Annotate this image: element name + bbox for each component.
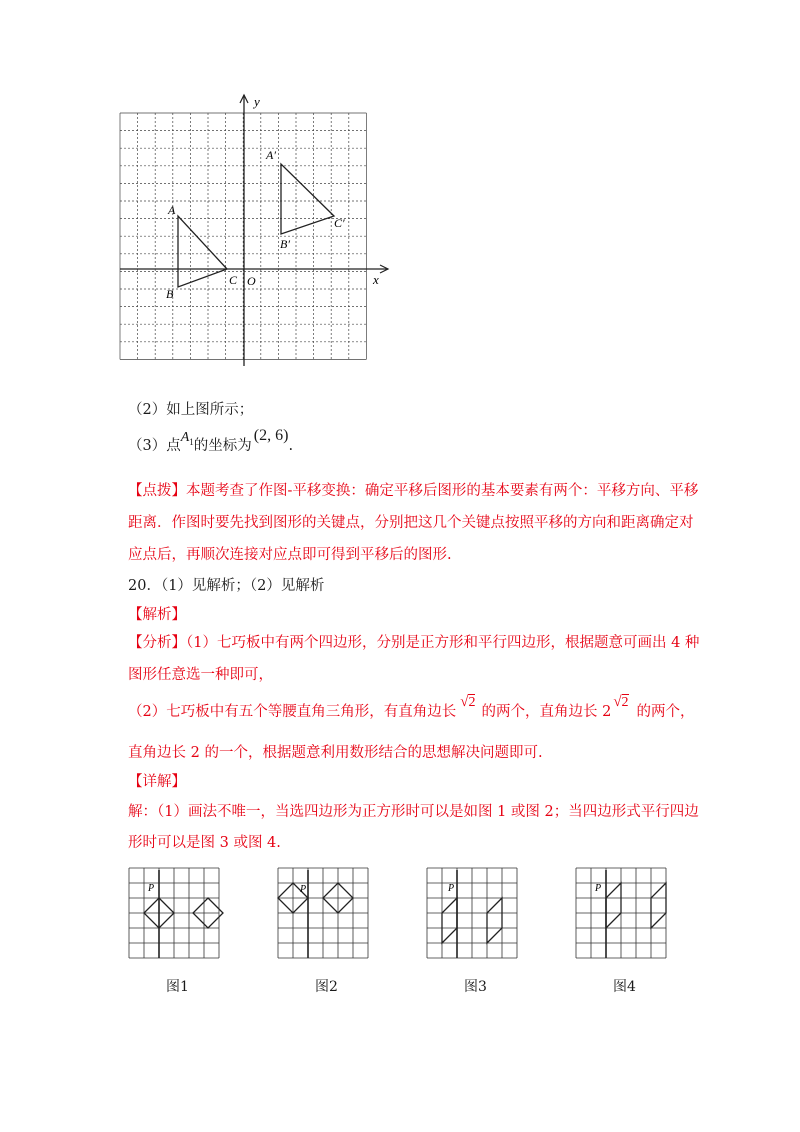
figure-3-point-p: P <box>448 883 455 894</box>
label-a: A <box>168 203 176 217</box>
figure-4-parallelogram-left <box>606 883 621 928</box>
fenxi-line-2: 图形任意选一种即可， <box>128 667 273 683</box>
caption-figure-3: 图3 <box>464 979 487 995</box>
figure-2-grid <box>278 868 368 958</box>
jiexi-tag: 【解析】 <box>128 607 186 623</box>
point-a1-subscript: 1 <box>189 437 194 447</box>
caption-figure-2: 图2 <box>315 979 338 995</box>
figure-2 <box>273 864 377 964</box>
origin-label: O <box>247 274 256 288</box>
grid-lines <box>120 113 366 359</box>
answer-3 <box>128 427 294 456</box>
fenxi-line-3-b: 的两个，直角边长 2 <box>481 704 612 720</box>
answer-3-end: . <box>288 438 294 454</box>
answer-2: （2）如上图所示； <box>128 402 254 418</box>
triangle-a1b1c1 <box>281 164 334 234</box>
y-axis-label: y <box>254 94 260 109</box>
coordinate-value: (2, 6) <box>253 427 289 444</box>
point-a1-name: A <box>180 430 190 445</box>
fenxi-line-3 <box>128 694 695 722</box>
figure-3-parallelogram-right <box>487 898 502 943</box>
solution-line-1: 解：（1）画法不唯一，当选四边形为正方形时可以是如图 1 或图 2；当四边形式平行四边 <box>128 804 699 820</box>
figure-3 <box>422 864 526 964</box>
caption-figure-4: 图4 <box>613 979 636 995</box>
figure-1 <box>124 864 228 964</box>
question-20: 20．（1）见解析；（2）见解析 <box>128 578 325 594</box>
figure-1-point-p: P <box>148 883 155 894</box>
fenxi-line-3-a: （2）七巧板中有五个等腰直角三角形，有直角边长 <box>128 704 457 720</box>
fenxi-line-4: 直角边长 2 的一个，根据题意利用数形结合的思想解决问题即可. <box>128 745 543 761</box>
dianbo-line-2: 距离．作图时要先找到图形的关键点，分别把这几个关键点按照平移的方向和距离确定对 <box>128 515 694 531</box>
label-a-prime: A′ <box>266 148 276 162</box>
figure-3-grid <box>427 868 517 958</box>
label-c: C <box>229 273 238 287</box>
dianbo-line-3: 应点后，再顺次连接对应点即可得到平移后的图形. <box>128 547 452 563</box>
solution-line-2: 形时可以是图 3 或图 4. <box>128 835 281 851</box>
label-c-prime: C′ <box>334 216 345 230</box>
figure-4 <box>571 864 675 964</box>
label-b: B <box>166 287 174 301</box>
dianbo-line-1: 【点拨】本题考查了作图-平移变换：确定平移后图形的基本要素有两个：平移方向、平移 <box>128 483 699 499</box>
fenxi-line-3-c: 的两个， <box>636 704 695 720</box>
triangle-abc <box>178 216 227 287</box>
coordinate-grid-figure <box>110 90 400 370</box>
sqrt-2-first: √2 <box>460 694 476 710</box>
xiangjie-tag: 【详解】 <box>128 774 186 790</box>
figure-2-point-p: P <box>300 884 307 895</box>
sqrt-2-second: √2 <box>613 694 629 710</box>
answer-3-mid: 的坐标为 <box>193 438 252 454</box>
figure-4-parallelogram-right <box>651 883 666 928</box>
label-b-prime: B′ <box>280 237 290 251</box>
caption-figure-1: 图1 <box>166 979 189 995</box>
x-axis-label: x <box>373 272 379 287</box>
figure-4-point-p: P <box>595 883 602 894</box>
fenxi-line-1: 【分析】（1）七巧板中有两个四边形，分别是正方形和平行四边形，根据题意可画出 4 种 <box>128 635 700 651</box>
figure-3-parallelogram-left <box>442 898 457 943</box>
answer-3-prefix: （3）点 <box>128 438 181 454</box>
